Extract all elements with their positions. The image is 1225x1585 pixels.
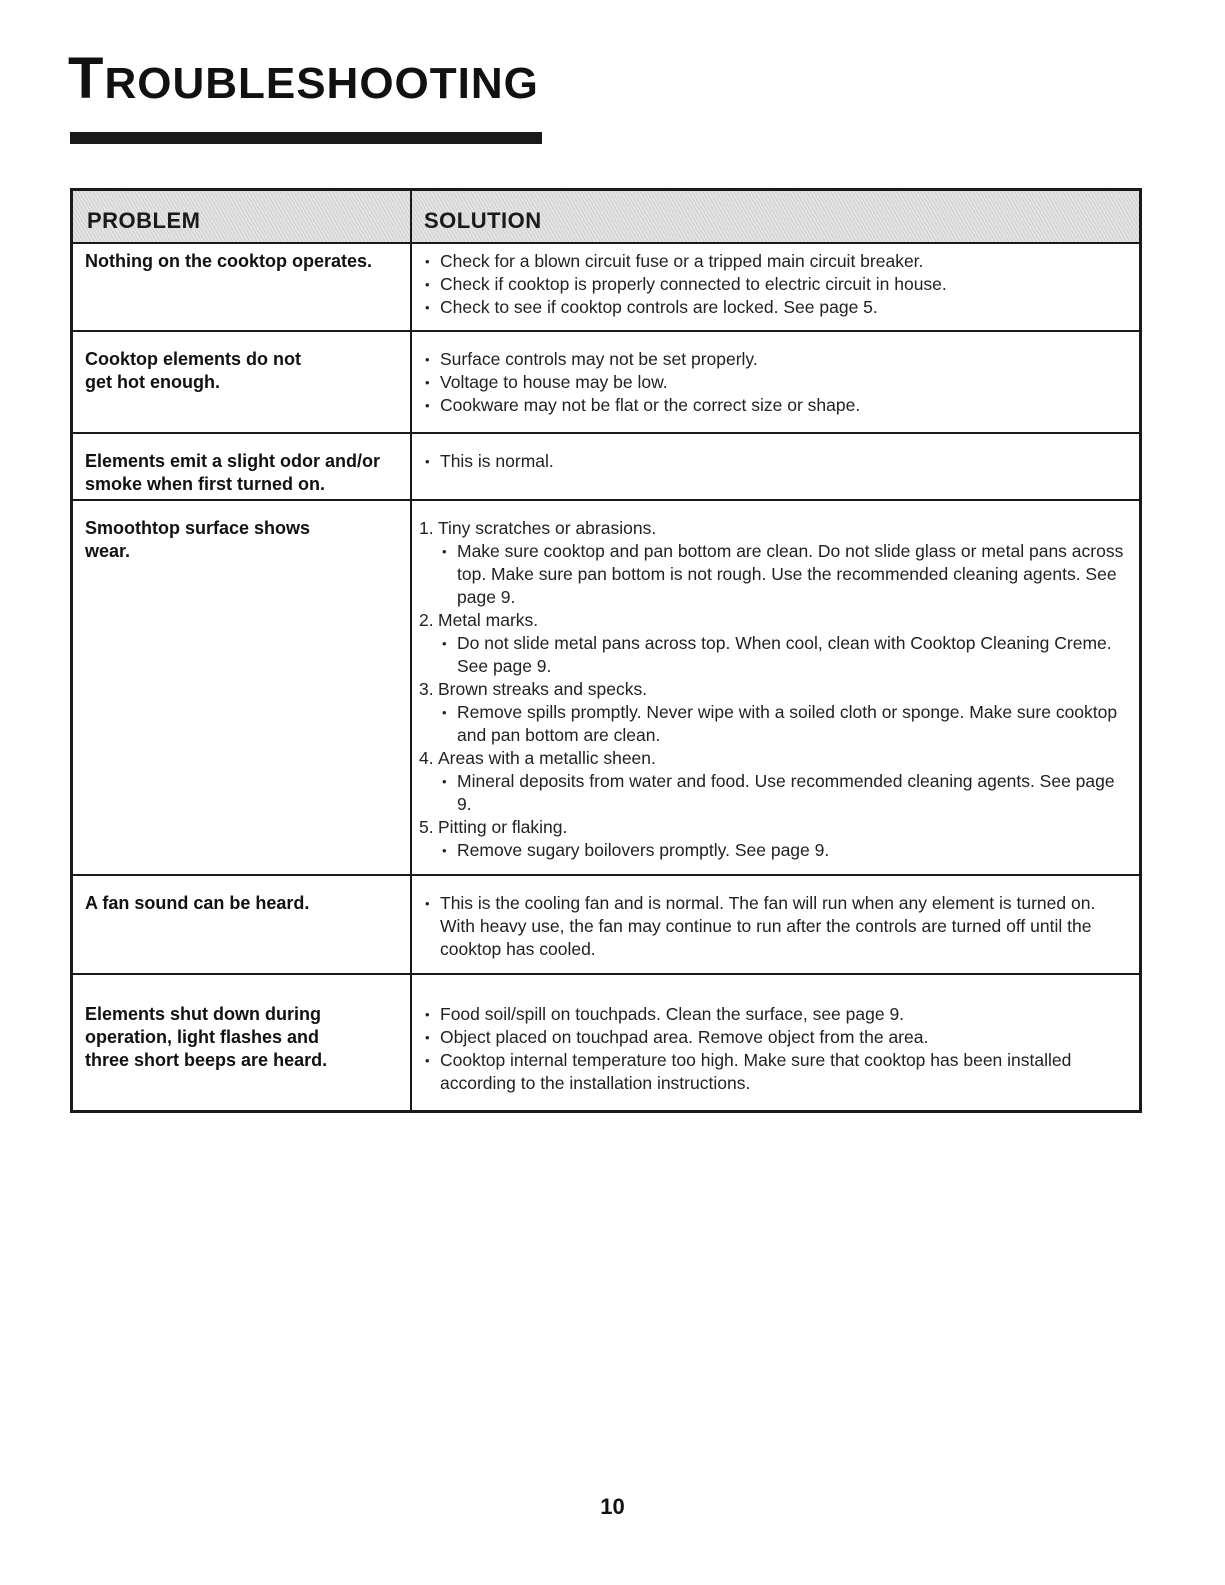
solution-cell [412, 332, 1139, 432]
item-detail: • Make sure cooktop and pan bottom are clean. Do not slide glass or metal pans across top. Make sure pan bottom is not rough. Use the recommended cleaning agents. See page 9. [419, 540, 1129, 609]
solution-item: • Check to see if cooktop controls are locked. See page 5. [422, 296, 1129, 319]
numbered-item [419, 609, 1129, 632]
item-number: 3. [419, 679, 434, 699]
numbered-item [419, 816, 1129, 839]
title-underline [70, 132, 542, 144]
problem-cell: Smoothtop surface shows wear. [73, 501, 412, 874]
item-number: 2. [419, 610, 434, 630]
problem-column-header: PROBLEM [73, 191, 412, 242]
troubleshooting-table [70, 188, 1142, 1113]
solution-cell [412, 244, 1139, 330]
item-detail: • Mineral deposits from water and food. Use recommended cleaning agents. See page 9. [419, 770, 1129, 816]
table-row [73, 244, 1139, 332]
problem-cell: A fan sound can be heard. [73, 876, 412, 973]
numbered-item [419, 517, 1129, 540]
solution-item: • Cooktop internal temperature too high. Make sure that cooktop has been installed according to the installation instructions. [422, 1049, 1129, 1095]
solution-item: • Check for a blown circuit fuse or a tripped main circuit breaker. [422, 250, 1129, 273]
problem-cell: Nothing on the cooktop operates. [73, 244, 412, 330]
solution-cell [412, 876, 1139, 973]
item-number: 4. [419, 748, 434, 768]
problem-cell: Cooktop elements do not get hot enough. [73, 332, 412, 432]
solution-item: • Cookware may not be flat or the correct size or shape. [422, 394, 1129, 417]
title-initial: T [68, 46, 105, 111]
problem-cell: Elements shut down during operation, light flashes and three short beeps are heard. [73, 975, 412, 1110]
item-text: Tiny scratches or abrasions. [438, 518, 657, 538]
item-detail: • Remove spills promptly. Never wipe with a soiled cloth or sponge. Make sure cooktop and pan bottom are clean. [419, 701, 1129, 747]
table-row [73, 332, 1139, 434]
item-text: Areas with a metallic sheen. [438, 748, 656, 768]
table-row [73, 876, 1139, 975]
item-detail: • Do not slide metal pans across top. When cool, clean with Cooktop Cleaning Creme. See page 9. [419, 632, 1129, 678]
solution-item: • This is normal. [422, 450, 1129, 473]
item-number: 1. [419, 518, 434, 538]
solution-cell [412, 975, 1139, 1110]
solution-cell [412, 501, 1139, 874]
item-number: 5. [419, 817, 434, 837]
solution-item: • Food soil/spill on touchpads. Clean the surface, see page 9. [422, 1003, 1129, 1026]
solution-item: • Object placed on touchpad area. Remove object from the area. [422, 1026, 1129, 1049]
numbered-item [419, 747, 1129, 770]
table-row [73, 434, 1139, 501]
solution-item: • This is the cooling fan and is normal. The fan will run when any element is turned on. With heavy use, the fan may continue to run after the controls are turned off until the cooktop has cooled. [422, 892, 1129, 961]
title-rest: ROUBLESHOOTING [104, 59, 539, 108]
problem-cell: Elements emit a slight odor and/or smoke when first turned on. [73, 434, 412, 499]
numbered-item [419, 678, 1129, 701]
item-text: Metal marks. [438, 610, 539, 630]
solution-item: • Surface controls may not be set properly. [422, 348, 1129, 371]
page-number: 10 [600, 1494, 625, 1519]
page-title [68, 46, 539, 111]
table-header [73, 191, 1139, 244]
solution-item: • Check if cooktop is properly connected to electric circuit in house. [422, 273, 1129, 296]
item-text: Brown streaks and specks. [438, 679, 648, 699]
solution-cell [412, 434, 1139, 499]
table-row [73, 975, 1139, 1110]
table-row [73, 501, 1139, 876]
solution-column-header: SOLUTION [424, 208, 542, 233]
item-text: Pitting or flaking. [438, 817, 568, 837]
item-detail: • Remove sugary boilovers promptly. See page 9. [419, 839, 1129, 862]
solution-item: • Voltage to house may be low. [422, 371, 1129, 394]
